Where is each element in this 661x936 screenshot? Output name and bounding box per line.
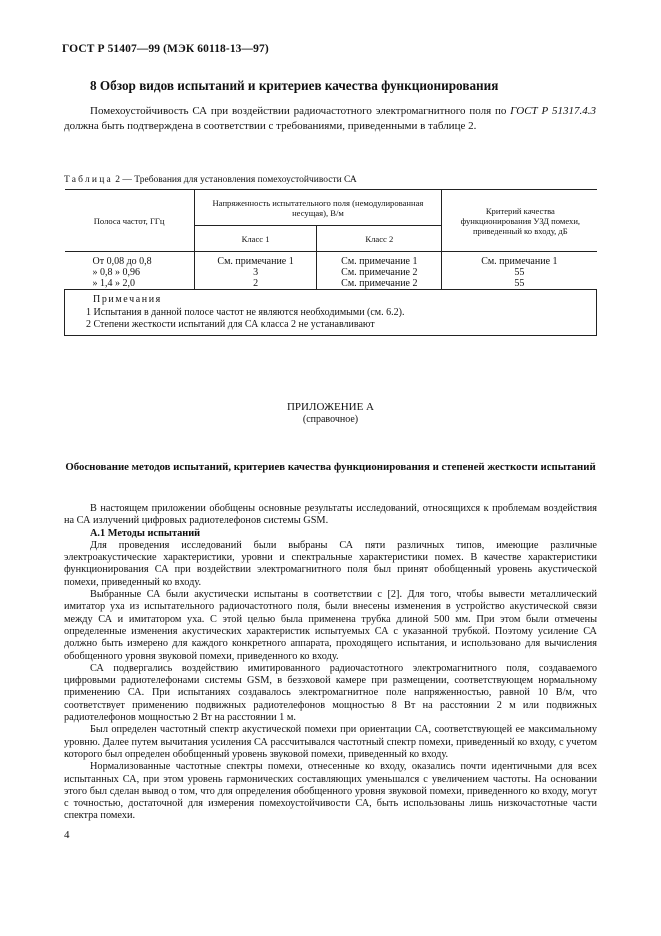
appendix-paragraph: СА подвергались воздействию имитированного радиочастотного электромагнитного поля, создаваемого цифровыми радиотелефонами системы GSM, в безэховой камере при размещении, соответствующем нормальному применению СА. При испытаниях создавалось электромагнитное поле напряженностью, равной 10 В/м, что соответствует применению подвижных радиотелефонов мощностью 8 Вт на расстоянии 2 м или подвижных радиотелефонов мощностью 2 Вт на расстоянии 1 м.	[64, 662, 597, 724]
class1-cell: См. примечание 1	[217, 256, 294, 267]
appendix-heading: Обоснование методов испытаний, критериев качества функционирования и степеней жесткости испытаний	[65, 461, 596, 473]
note-item: 1 Испытания в данной полосе частот не являются необходимыми (см. 6.2).	[86, 306, 405, 318]
criterion-cell: 55	[514, 278, 525, 289]
appendix-paragraph: Был определен частотный спектр акустической помехи при ориентации СА, соответствующей ее максимальному уровню. Далее путем вычитания усиления СА рассчитывался частотный спектр помехи, приведенный ко входу, с учетом которого был определен обобщенный уровень звуковой помехи, приведенный ко входу.	[64, 724, 597, 760]
appendix-subtitle: (справочное)	[302, 414, 359, 425]
subsection-heading: А.1 Методы испытаний	[90, 527, 201, 539]
class1-cell: 2	[253, 278, 259, 289]
appendix-title: ПРИЛОЖЕНИЕ А	[286, 401, 374, 413]
class1-column	[194, 252, 317, 290]
band-cell: » 1,4 » 2,0	[92, 278, 135, 289]
appendix-paragraph: Нормализованные частотные спектры помехи, отнесенные ко входу, оказались почти идентичными для всех испытанных СА, при этом уровень гармонических составляющих уменьшался с увеличением частоты. На основании этого был сделан вывод о том, что для определения обобщенного уровня звуковой помехи, приведенного ко входу, могут с точностью, достаточной для измерения помехоустойчивости СА, быть использованы лишь низкочастотные части спектра помехи.	[64, 761, 597, 822]
criterion-cell: См. примечание 1	[481, 256, 558, 267]
class2-column	[317, 252, 442, 290]
appendix-paragraph: Выбранные СА были акустически испытаны в соответствии с [2]. Для того, чтобы вывести металлический имитатор уха из испытательного радиочастотного поля, были внесены изменения в устройство акустической связи между СА и имитатором уха. С этой целью была применена трубка длиной 500 мм. При этом были отмечены определенные изменения акустических характеристик испытуемых СА с указанной трубкой. Поэтому усиление СА должно быть измерено для каждого конкретного аппарата, проходящего испытания, и использовано для вычисления обобщенного уровня звуковой помехи, приведенного ко входу.	[64, 589, 597, 662]
standard-reference: ГОСТ Р 51317.4.3	[510, 105, 596, 117]
document-header: ГОСТ Р 51407—99 (МЭК 60118-13—97)	[62, 43, 269, 55]
note-item: 2 Степени жесткости испытаний для СА класса 2 не устанавливают	[86, 319, 375, 330]
appendix-paragraph: Для проведения исследований были выбраны СА пяти различных типов, имеющие различные электроакустические характеристики, уровни и спектральные характеристики помех. В качестве характеристики функционирования СА при воздействии электромагнитного поля был принят обобщенный уровень акустической помехи, приведенный ко входу.	[64, 539, 597, 588]
header-criterion: Критерий качества функционирования УЗД помехи, приведенный ко входу, дБ	[442, 190, 597, 252]
appendix-body	[64, 503, 597, 823]
header-field-strength: Напряженность испытательного поля (немодулированная несущая), В/м	[194, 190, 442, 226]
band-cell: » 0,8 » 0,96	[92, 267, 140, 278]
class2-cell: См. примечание 1	[341, 256, 418, 267]
header-frequency-band: Полоса частот, ГГц	[65, 190, 195, 252]
header-class-1: Класс 1	[194, 226, 317, 252]
requirements-table	[64, 189, 597, 336]
page-number: 4	[64, 829, 70, 841]
band-column	[65, 252, 195, 290]
table-body-row	[65, 252, 597, 290]
notes-title: Примечания	[93, 294, 162, 305]
section-paragraph: Помехоустойчивость СА при воздействии радиочастотного электромагнитного поля по ГОСТ Р 51317.4.3 должна быть подтверждена в соответствии с требованиями, приведенными в таблице 2.	[64, 105, 596, 132]
criterion-cell: 55	[514, 267, 525, 278]
class1-cell: 3	[253, 267, 259, 278]
section-title: 8 Обзор видов испытаний и критериев качества функционирования	[90, 78, 499, 93]
table-notes	[65, 290, 597, 336]
class2-cell: См. примечание 2	[341, 267, 418, 278]
class2-cell: См. примечание 2	[341, 278, 418, 289]
header-class-2: Класс 2	[317, 226, 442, 252]
band-cell: От 0,08 до 0,8	[92, 256, 152, 267]
appendix-intro: В настоящем приложении обобщены основные результаты исследований, относящихся к проблемам воздействия на СА излучений цифровых радиотелефонов системы GSM.	[64, 503, 597, 527]
table-caption: Таблица 2 — Требования для установления помехоустойчивости СА	[64, 175, 357, 185]
criterion-column	[442, 252, 597, 290]
